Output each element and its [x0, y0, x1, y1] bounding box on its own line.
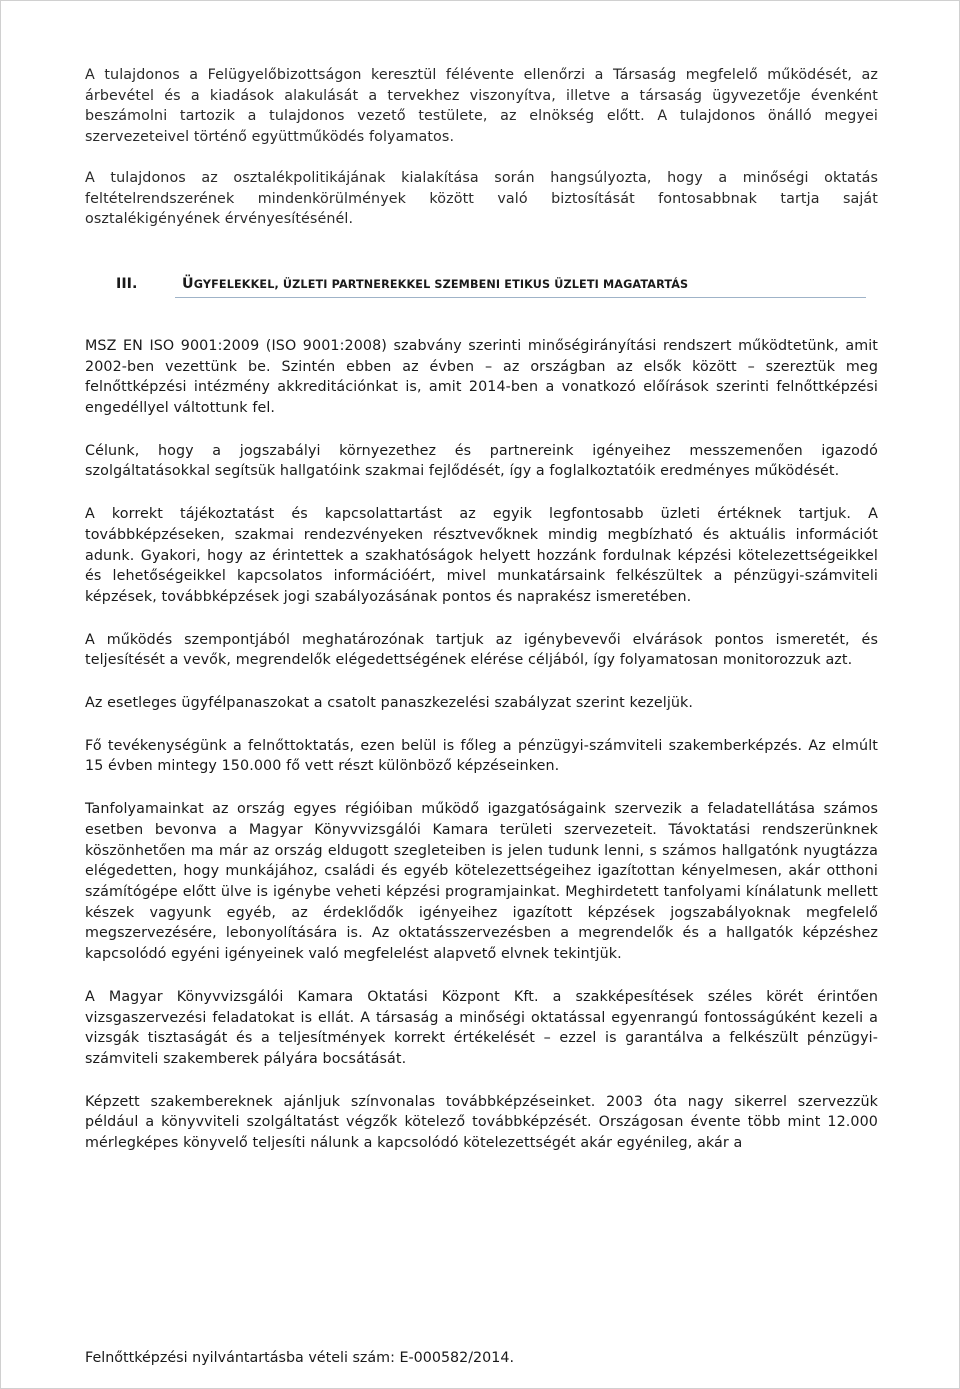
paragraph-courses: Tanfolyamainkat az ország egyes régióiban működő igazgatóságaink szervezik a feladatellátása számos esetben bevonva a Magyar Könyvvizsgálói Kamara területi szervezeteit. Távoktatási rendszerünknek köszönhetően ma már az ország eldugott szegleteiben is jelen tudunk lenni, s számos hallgatónk nyugtázza elégedetten, hogy munkájához, családi és egyéb kötelezettségeihez igazítottan kényelmesen, akár otthoni számítógépe előtt ülve is igénybe veheti képzési programjainkat. Meghirdetett tanfolyami kínálatunk mellett készek vagyunk egyéb, az érdeklődők igényeihez igazított képzések jogszabályoknak megfelelő megszervezésére, lebonyolítására is. Az oktatásszervezésben a megrendelők és a hallgatók képzéshez kapcsolódó egyéni igényeinek való megfelelést alapvető elvnek tekintjük.: [85, 801, 878, 963]
paragraph-dividend-policy: A tulajdonos az osztalékpolitikájának kialakítása során hangsúlyozta, hogy a minőségi oktatás feltételrendszerének mindenkörülmények között való biztosítását fontosabbnak tartja saját osztalékigényének érvényesítésénél.: [85, 169, 878, 228]
paragraph-information: A korrekt tájékoztatást és kapcsolattartást az egyik legfontosabb üzleti értéknek tartjuk. A továbbképzéseken, szakmai rendezvényeken résztvevőknek mindig megbízható és aktuális információt adunk. Gyakori, hogy az érintettek a szakhatóságok helyett hozzánk fordulnak képzési kötelezettségeikkel és lehetőségeikkel kapcsolatos információért, mivel munkatársaink felkészültek a pénzügyi-számviteli képzések, továbbképzések jogi szabályozásának pontos és naprakész ismeretében.: [85, 506, 878, 605]
paragraph-owner-oversight: A tulajdonos a Felügyelőbizottságon keresztül félévente ellenőrzi a Társaság megfelelő működését, az árbevétel és a kiadások alakulását a tervekhez viszonyítva, illetve a társaság ügyvezetője évenként beszámolni tartozik a tulajdonos vezető testülete, az elnökség előtt. A tulajdonos önálló megyei szervezeteivel történő együttműködés folyamatos.: [85, 67, 878, 146]
section-heading: [85, 276, 878, 298]
paragraph-iso-certification: MSZ EN ISO 9001:2009 (ISO 9001:2008) szabvány szerinti minőségirányítási rendszert működtetünk, amit 2002-ben vezettünk be. Szintén ebben az évben – az országban az elsők között – szereztük meg felnőttképzési intézmény akkreditációnkat is, amit 2014-ben a vonatkozó előírások szerinti felnőttképzési engedéllyel váltottunk fel.: [85, 337, 878, 417]
section-underline: [175, 297, 866, 298]
paragraph-complaints: Az esetleges ügyfélpanaszokat a csatolt panaszkezelési szabályzat szerint kezeljük.: [85, 695, 694, 712]
paragraph-main-activity: Fő tevékenységünk a felnőttoktatás, ezen belül is főleg a pénzügyi-számviteli szakemberképzés. Az elmúlt 15 évben mintegy 150.000 fő vett részt különböző képzéseinken.: [85, 737, 878, 775]
section-title-initial: Ü: [182, 275, 194, 292]
paragraph-operation: A működés szempontjából meghatározónak tartjuk az igénybevevői elvárások pontos ismeretét, és teljesítését a vevők, megrendelők elégedettségének elérése céljából, így folyamatosan monitorozzuk azt.: [85, 631, 878, 669]
paragraph-further-training: Képzett szakembereknek ajánljuk színvonalas továbbképzéseinket. 2003 óta nagy sikerrel szervezzük például a könyvviteli szolgáltatást végzők kötelező továbbképzését. Országosan évente több mint 12.000 mérlegképes könyvelő teljesíti nálunk a kapcsolódó kötelezettségét akár egyénileg, akár a: [85, 1093, 878, 1152]
paragraph-exams: A Magyar Könyvvizsgálói Kamara Oktatási Központ Kft. a szakképesítések széles körét érintően vizsgaszervezési feladatokat is ellát. A társaság a minőségi oktatással egyenrangú fontosságúként kezeli a vizsgák tisztaságát és a teljesítmények korrekt értékelését – ezzel is garantálva a felkészült pénzügyi-számviteli szakemberek pályára bocsátását.: [85, 988, 878, 1067]
paragraph-goal: Célunk, hogy a jogszabályi környezethez és partnereink igényeihez messzemenően igazodó szolgáltatásokkal segítsük hallgatóink szakmai fejlődését, így a foglalkoztatóik eredményes működését.: [85, 442, 878, 480]
page-footer: Felnőttképzési nyilvántartásba vételi szám: E-000582/2014.: [85, 1350, 514, 1366]
section-title: [182, 276, 688, 292]
page-content: [85, 65, 878, 1154]
section-title-rest: GYFELEKKEL, ÜZLETI PARTNEREKKEL SZEMBENI ETIKUS ÜZLETI MAGATARTÁS: [193, 277, 689, 291]
section-number: III.: [116, 275, 138, 292]
